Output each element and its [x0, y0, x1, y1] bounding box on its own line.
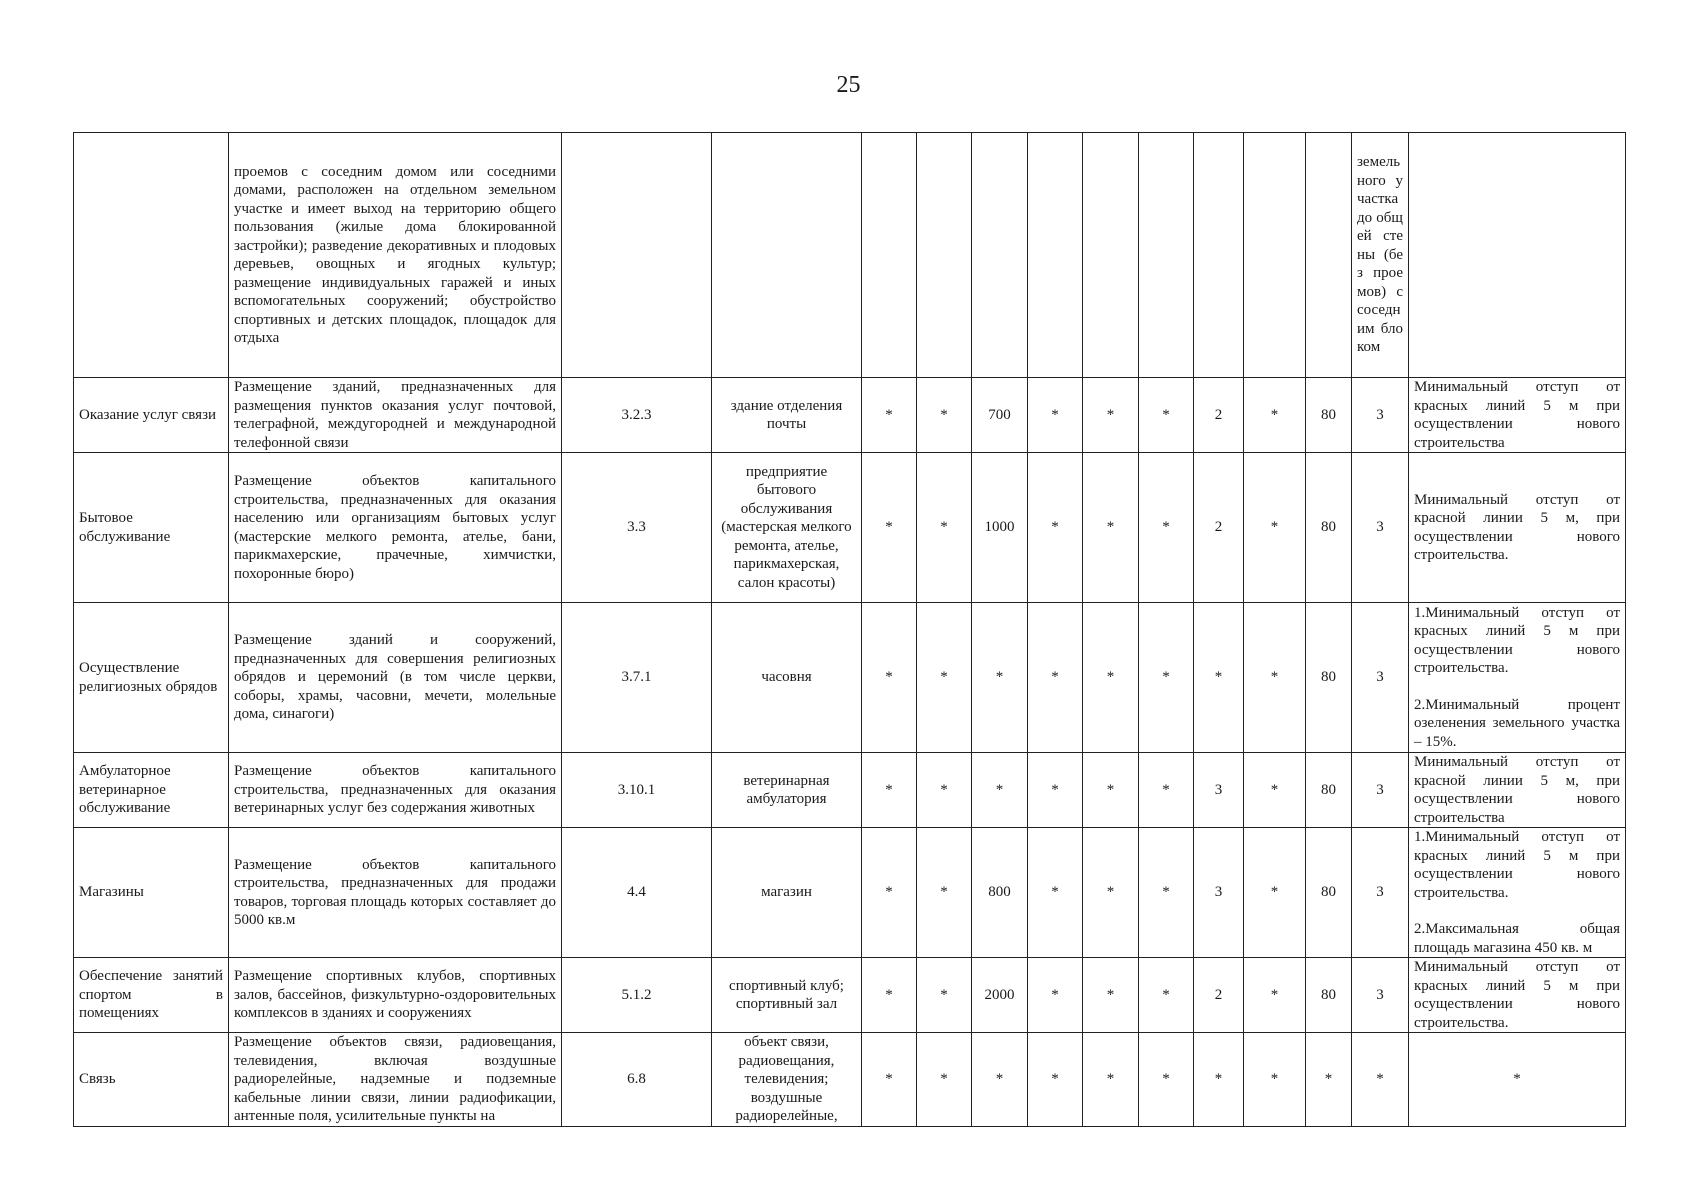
row-object: часовня: [712, 603, 862, 753]
param-8: [1244, 133, 1306, 378]
row-object: объект связи, радиовещания, телевидения; воздушные радиорелейные,: [712, 1033, 862, 1127]
table-row: [74, 133, 1626, 378]
row-description: Размещение зданий, предназначенных для размещения пунктов оказания услуг почтовой, телеграфной, междугородней и международной телефонной связи: [229, 378, 562, 453]
row-object: здание отделения почты: [712, 378, 862, 453]
param-4: *: [1028, 603, 1083, 753]
param-6: *: [1139, 753, 1194, 828]
row-code: 3.7.1: [562, 603, 712, 753]
param-5: [1083, 133, 1139, 378]
param-6: [1139, 133, 1194, 378]
param-1: *: [862, 453, 917, 603]
row-name: Обеспечение занятий спортом в помещениях: [74, 958, 229, 1033]
param-3: *: [972, 1033, 1028, 1127]
param-10: 3: [1352, 753, 1409, 828]
param-6: *: [1139, 1033, 1194, 1127]
param-7: *: [1194, 603, 1244, 753]
param-8: *: [1244, 828, 1306, 958]
param-9: 80: [1306, 958, 1352, 1033]
row-note: [1409, 603, 1626, 753]
table-row: [74, 828, 1626, 958]
param-9: 80: [1306, 753, 1352, 828]
param-9: 80: [1306, 603, 1352, 753]
row-note: [1409, 828, 1626, 958]
row-object: спортивный клуб; спортивный зал: [712, 958, 862, 1033]
row-name: Магазины: [74, 828, 229, 958]
param-3: 2000: [972, 958, 1028, 1033]
param-9: 80: [1306, 378, 1352, 453]
param-5: *: [1083, 453, 1139, 603]
row-object: ветеринарная амбулатория: [712, 753, 862, 828]
row-note: [1409, 378, 1626, 453]
table-row: [74, 603, 1626, 753]
param-5: *: [1083, 753, 1139, 828]
row-name: Бытовое обслуживание: [74, 453, 229, 603]
table-row: [74, 453, 1626, 603]
param-1: *: [862, 1033, 917, 1127]
param-2: *: [917, 1033, 972, 1127]
row-note: [1409, 753, 1626, 828]
row-code: 5.1.2: [562, 958, 712, 1033]
note-paragraph: 1.Минимальный отступ от красных линий 5 м при осуществлении нового строительства.: [1414, 829, 1620, 901]
param-10: 3: [1352, 378, 1409, 453]
row-name: Осуществление религиозных обрядов: [74, 603, 229, 753]
param-10: 3: [1352, 958, 1409, 1033]
row-description: Размещение зданий и сооружений, предназначенных для совершения религиозных обрядов и церемоний (в том числе церкви, соборы, храмы, часовни, мечети, молельные дома, синагоги): [229, 603, 562, 753]
param-6: *: [1139, 378, 1194, 453]
param-10: 3: [1352, 828, 1409, 958]
row-object: предприятие бытового обслуживания (мастерская мелкого ремонта, ателье, парикмахерская, салон красоты): [712, 453, 862, 603]
row-description: проемов с соседним домом или соседними домами, расположен на отдельном земельном участке и имеет выход на территорию общего пользования (жилые дома блокированной застройки); разведение декоративных и плодовых деревьев, овощных и ягодных культур; размещение индивидуальных гаражей и иных вспомогательных сооружений; обустройство спортивных и детских площадок, площадок для отдыха: [229, 133, 562, 378]
note-paragraph: Минимальный отступ от красных линий 5 м при осуществлении нового строительства.: [1414, 959, 1620, 1031]
param-7: 2: [1194, 378, 1244, 453]
param-2: *: [917, 378, 972, 453]
param-4: [1028, 133, 1083, 378]
param-3: *: [972, 603, 1028, 753]
param-2: *: [917, 453, 972, 603]
param-4: *: [1028, 753, 1083, 828]
param-1: *: [862, 378, 917, 453]
param-8: *: [1244, 1033, 1306, 1127]
param-2: *: [917, 753, 972, 828]
param-7: 2: [1194, 453, 1244, 603]
row-name: Оказание услуг связи: [74, 378, 229, 453]
param-6: *: [1139, 958, 1194, 1033]
param-1: *: [862, 828, 917, 958]
param-2: [917, 133, 972, 378]
note-paragraph: 2.Минимальный процент озеленения земельного участка – 15%.: [1414, 696, 1620, 750]
row-note: [1409, 133, 1626, 378]
row-description: Размещение объектов капитального строительства, предназначенных для оказания населению или организациям бытовых услуг (мастерские мелкого ремонта, ателье, бани, парикмахерские, прачечные, химчистки, похоронные бюро): [229, 453, 562, 603]
row-note: [1409, 1033, 1626, 1127]
param-10: *: [1352, 1033, 1409, 1127]
param-2: *: [917, 603, 972, 753]
page-number: 25: [836, 72, 861, 98]
note-paragraph: Минимальный отступ от красной линии 5 м, при осуществлении нового строительства: [1414, 754, 1620, 826]
param-3: 1000: [972, 453, 1028, 603]
param-7: [1194, 133, 1244, 378]
row-code: 4.4: [562, 828, 712, 958]
row-name: [74, 133, 229, 378]
param-2: *: [917, 958, 972, 1033]
param-1: *: [862, 603, 917, 753]
row-code: 3.10.1: [562, 753, 712, 828]
row-code: [562, 133, 712, 378]
table-row: [74, 753, 1626, 828]
row-description: Размещение объектов связи, радиовещания, телевидения, включая воздушные радиорелейные, надземные и подземные кабельные линии связи, линии радиофикации, антенные поля, усилительные пункты на: [229, 1033, 562, 1127]
row-note: [1409, 958, 1626, 1033]
param-9: 80: [1306, 453, 1352, 603]
row-object: [712, 133, 862, 378]
param-4: *: [1028, 453, 1083, 603]
param-1: [862, 133, 917, 378]
param-7: *: [1194, 1033, 1244, 1127]
param-6: *: [1139, 603, 1194, 753]
row-note: [1409, 453, 1626, 603]
row-code: 6.8: [562, 1033, 712, 1127]
table-row: [74, 378, 1626, 453]
param-3: 700: [972, 378, 1028, 453]
land-use-regulations-table: [73, 132, 1626, 1127]
row-object: магазин: [712, 828, 862, 958]
param-1: *: [862, 958, 917, 1033]
param-5: *: [1083, 378, 1139, 453]
param-6: *: [1139, 453, 1194, 603]
param-7: 2: [1194, 958, 1244, 1033]
row-description: Размещение объектов капитального строительства, предназначенных для продажи товаров, торговая площадь которых составляет до 5000 кв.м: [229, 828, 562, 958]
row-code: 3.2.3: [562, 378, 712, 453]
table-row: [74, 958, 1626, 1033]
param-9: 80: [1306, 828, 1352, 958]
param-4: *: [1028, 378, 1083, 453]
note-paragraph: 2.Максимальная общая площадь магазина 450 кв. м: [1414, 921, 1620, 956]
param-4: *: [1028, 1033, 1083, 1127]
param-10: 3: [1352, 453, 1409, 603]
param-4: *: [1028, 958, 1083, 1033]
param-5: *: [1083, 958, 1139, 1033]
table-row: [74, 1033, 1626, 1127]
note-paragraph: 1.Минимальный отступ от красных линий 5 м при осуществлении нового строительства.: [1414, 604, 1620, 677]
param-10: земельного участка до общей стены (без проемов) с соседним блоком: [1352, 133, 1409, 378]
param-3: *: [972, 753, 1028, 828]
param-5: *: [1083, 828, 1139, 958]
param-2: *: [917, 828, 972, 958]
note-paragraph: *: [1513, 1071, 1521, 1087]
param-6: *: [1139, 828, 1194, 958]
row-description: Размещение спортивных клубов, спортивных залов, бассейнов, физкультурно-оздоровительных комплексов в зданиях и сооружениях: [229, 958, 562, 1033]
param-8: *: [1244, 753, 1306, 828]
param-8: *: [1244, 453, 1306, 603]
param-9: [1306, 133, 1352, 378]
param-10: 3: [1352, 603, 1409, 753]
note-paragraph: Минимальный отступ от красной линии 5 м, при осуществлении нового строительства.: [1414, 491, 1620, 563]
param-8: *: [1244, 958, 1306, 1033]
param-5: *: [1083, 1033, 1139, 1127]
row-name: Амбулаторное ветеринарное обслуживание: [74, 753, 229, 828]
param-4: *: [1028, 828, 1083, 958]
param-8: *: [1244, 603, 1306, 753]
param-1: *: [862, 753, 917, 828]
param-7: 3: [1194, 753, 1244, 828]
row-description: Размещение объектов капитального строительства, предназначенных для оказания ветеринарных услуг без содержания животных: [229, 753, 562, 828]
param-7: 3: [1194, 828, 1244, 958]
param-3: 800: [972, 828, 1028, 958]
param-3: [972, 133, 1028, 378]
param-8: *: [1244, 378, 1306, 453]
param-5: *: [1083, 603, 1139, 753]
note-paragraph: Минимальный отступ от красных линий 5 м при осуществлении нового строительства: [1414, 379, 1620, 451]
row-name: Связь: [74, 1033, 229, 1127]
param-9: *: [1306, 1033, 1352, 1127]
row-code: 3.3: [562, 453, 712, 603]
